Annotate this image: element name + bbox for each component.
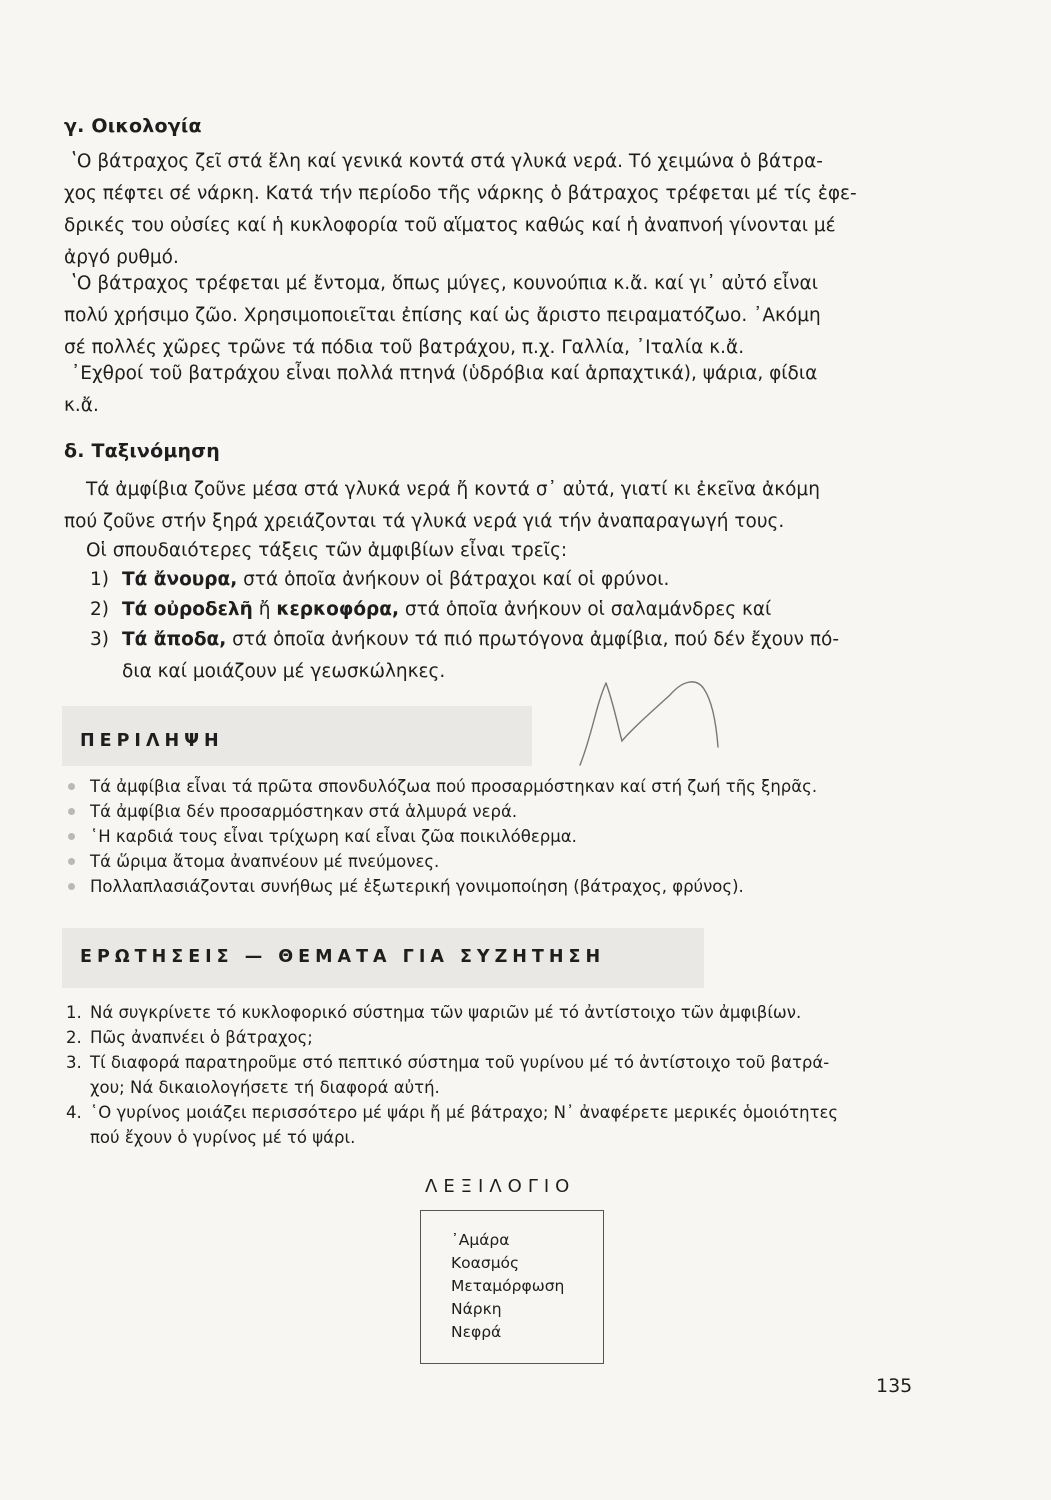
summary-item xyxy=(64,774,817,799)
summary-text: ῾Η καρδιά τους εἶναι τρίχωρη καί εἶναι ζῶα ποικιλόθερμα. xyxy=(90,827,577,846)
summary-item xyxy=(64,849,817,874)
glossary-word: ᾽Αμάρα xyxy=(451,1231,510,1249)
question-number: 1. xyxy=(66,1003,82,1022)
question-text: Νά συγκρίνετε τό κυκλοφορικό σύστημα τῶν ψαριῶν μέ τό ἀντίστοιχο τῶν ἀμφιβίων. xyxy=(90,1003,802,1022)
list-number: 1) xyxy=(90,569,109,590)
question-item xyxy=(64,1025,838,1050)
bold-term: Τά ἄνουρα, xyxy=(122,569,238,590)
bold-term: Τά ἄποδα, xyxy=(122,629,227,650)
text-line: Τά ἀμφίβια ζοῦνε μέσα στά γλυκά νερά ἤ κοντά σ᾽ αὐτά, γιατί κι ἐκεῖνα ἀκόμη xyxy=(86,479,820,500)
ecology-paragraph-2 xyxy=(64,268,920,364)
question-item xyxy=(64,1000,838,1025)
summary-list xyxy=(64,774,817,899)
summary-text: Τά ἀμφίβια εἶναι τά πρῶτα σπονδυλόζωα πού προσαρμόστηκαν καί στή ζωή τῆς ξηρᾶς. xyxy=(90,777,818,796)
bullet-icon xyxy=(68,808,75,815)
ecology-paragraph-3 xyxy=(64,358,920,422)
bullet-icon xyxy=(68,833,75,840)
glossary-box xyxy=(420,1210,604,1364)
list-number: 3) xyxy=(90,629,109,650)
glossary-word: Μεταμόρφωση xyxy=(451,1277,565,1295)
glossary-word: Νεφρά xyxy=(451,1323,502,1341)
bold-term: κερκοφόρα, xyxy=(276,599,400,620)
question-text: ῾Ο γυρίνος μοιάζει περισσότερο μέ ψάρι ἤ μέ βάτραχο; Ν᾽ ἀναφέρετε μερικές ὁμοιότητες xyxy=(90,1103,839,1122)
list-text-continuation: δια καί μοιάζουν μέ γεωσκώληκες. xyxy=(122,661,446,682)
text-line: ᾽Εχθροί τοῦ βατράχου εἶναι πολλά πτηνά (ὑδρόβια καί ἁρπαχτικά), ψάρια, φίδια xyxy=(71,363,818,384)
summary-item xyxy=(64,799,817,824)
question-text: χου; Νά δικαιολογήσετε τή διαφορά αὐτή. xyxy=(90,1078,440,1097)
page-number: 135 xyxy=(876,1375,913,1397)
list-item xyxy=(90,594,771,626)
list-text: στά ὁποῖα ἀνήκουν οἱ βάτραχοι καί οἱ φρύνοι. xyxy=(237,569,670,590)
summary-text: Τά ὥριμα ἄτομα ἀναπνέουν μέ πνεύμονες. xyxy=(90,852,440,871)
text-line: χος πέφτει σέ νάρκη. Κατά τήν περίοδο τῆς νάρκης ὁ βάτραχος τρέφεται μέ τίς ἐφε- xyxy=(64,183,857,204)
text-line: κ.ἄ. xyxy=(64,395,99,416)
text-line: δρικές του οὐσίες καί ἡ κυκλοφορία τοῦ αἵματος καθώς καί ἡ ἀναπνοή γίνονται μέ xyxy=(64,215,836,236)
glossary-word: Νάρκη xyxy=(451,1300,502,1318)
classification-paragraph-2 xyxy=(64,535,920,567)
text-line: ʽΟ βάτραχος ζεῖ στά ἕλη καί γενικά κοντά στά γλυκά νερά. Τό χειμώνα ὁ βάτρα- xyxy=(71,151,823,172)
summary-item xyxy=(64,824,817,849)
glossary-word: Κοασμός xyxy=(451,1254,520,1272)
summary-title: ΠΕΡΙΛΗΨΗ xyxy=(80,731,224,751)
questions-list xyxy=(64,1000,838,1150)
text-line: πού ζοῦνε στήν ξηρά χρειάζονται τά γλυκά νερά γιά τήν ἀναπαραγωγή τους. xyxy=(64,511,785,532)
bullet-icon xyxy=(68,883,75,890)
list-text: στά ὁποῖα ἀνήκουν οἱ σαλαμάνδρες καί xyxy=(399,599,772,620)
questions-title: ΕΡΩΤΗΣΕΙΣ — ΘΕΜΑΤΑ ΓΙΑ ΣΥΖΗΤΗΣΗ xyxy=(80,947,606,967)
list-text: στά ὁποῖα ἀνήκουν τά πιό πρωτόγονα ἀμφίβια, πού δέν ἔχουν πό- xyxy=(226,629,840,650)
bullet-icon xyxy=(68,783,75,790)
text-line: ἀργό ρυθμό. xyxy=(64,247,179,268)
question-item xyxy=(64,1100,838,1150)
summary-item xyxy=(64,874,817,899)
bullet-icon xyxy=(68,858,75,865)
question-number: 3. xyxy=(66,1053,82,1072)
ecology-heading: γ. Οικολογία xyxy=(64,115,202,137)
ecology-paragraph-1 xyxy=(64,146,920,274)
list-number: 2) xyxy=(90,599,109,620)
summary-text: Τά ἀμφίβια δέν προσαρμόστηκαν στά ἁλμυρά νερά. xyxy=(90,802,518,821)
bold-term: Τά οὐροδελῆ xyxy=(122,599,253,620)
text-line: ʽΟ βάτραχος τρέφεται μέ ἔντομα, ὅπως μύγες, κουνούπια κ.ἄ. καί γι᾽ αὐτό εἶναι xyxy=(71,273,818,294)
question-text: Πῶς ἀναπνέει ὁ βάτραχος; xyxy=(90,1028,313,1047)
list-text: ἤ xyxy=(252,599,277,620)
text-line: πολύ χρήσιμο ζῶο. Χρησιμοποιεῖται ἐπίσης καί ὡς ἄριστο πειραματόζωο. ᾽Ακόμη xyxy=(64,305,821,326)
question-text: Τί διαφορά παρατηροῦμε στό πεπτικό σύστημα τοῦ γυρίνου μέ τό ἀντίστοιχο τοῦ βατρά- xyxy=(90,1053,830,1072)
classification-paragraph-1 xyxy=(64,474,920,538)
text-line: Οἱ σπουδαιότερες τάξεις τῶν ἀμφιβίων εἶναι τρεῖς: xyxy=(86,540,568,561)
summary-text: Πολλαπλασιάζονται συνήθως μέ ἐξωτερική γονιμοποίηση (βάτραχος, φρύνος). xyxy=(90,877,744,896)
question-text: πού ἔχουν ὁ γυρίνος μέ τό ψάρι. xyxy=(90,1128,356,1147)
question-item xyxy=(64,1050,838,1100)
list-item xyxy=(90,564,669,596)
question-number: 2. xyxy=(66,1028,82,1047)
text-line: σέ πολλές χῶρες τρῶνε τά πόδια τοῦ βατράχου, π.χ. Γαλλία, ᾽Ιταλία κ.ἄ. xyxy=(64,337,745,358)
pencil-scribble-icon xyxy=(570,665,750,775)
question-number: 4. xyxy=(66,1103,82,1122)
glossary-title: ΛΕΞΙΛΟΓΙΟ xyxy=(425,1176,576,1197)
classification-heading: δ. Ταξινόμηση xyxy=(64,440,220,462)
